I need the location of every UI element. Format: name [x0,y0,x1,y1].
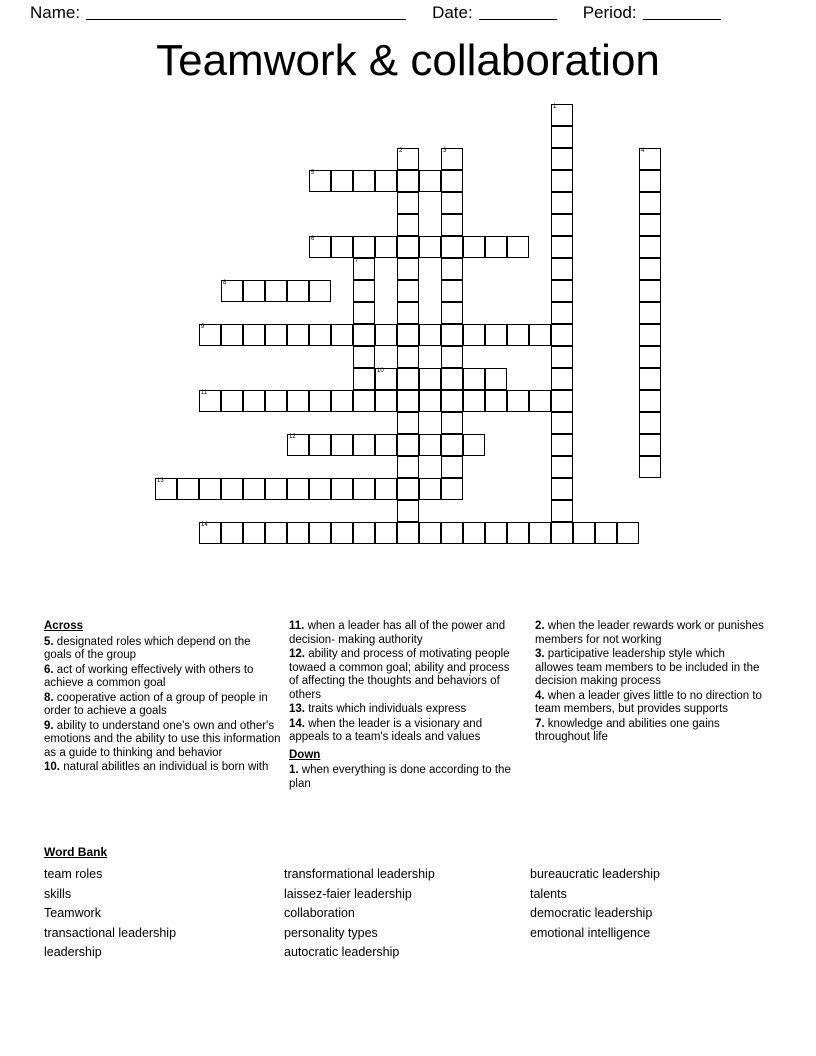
crossword-cell[interactable] [551,368,573,390]
crossword-cell[interactable] [375,434,397,456]
crossword-cell[interactable] [573,522,595,544]
crossword-cell[interactable] [529,324,551,346]
crossword-cell[interactable] [375,390,397,412]
crossword-cell[interactable] [331,434,353,456]
crossword-cell[interactable] [287,324,309,346]
crossword-cell[interactable] [353,236,375,258]
period-blank[interactable] [643,6,721,20]
crossword-cell-start-10[interactable] [375,368,397,390]
clues-column-2 [289,620,529,792]
clue-across-8 [44,692,281,719]
crossword-cell[interactable] [397,214,419,236]
crossword-cell[interactable] [441,346,463,368]
name-blank[interactable] [86,6,406,20]
word-bank-item: autocratic leadership [284,945,400,959]
crossword-cell[interactable] [551,500,573,522]
crossword-cell[interactable] [397,412,419,434]
clue-number: 8. [44,691,54,704]
crossword-cell[interactable] [639,258,661,280]
crossword-cell[interactable] [639,192,661,214]
clue-number: 9. [44,719,54,732]
clue-number: 12. [289,648,305,660]
word-bank-item: transformational leadership [284,867,435,881]
crossword-cell[interactable] [551,192,573,214]
crossword-cell[interactable] [353,522,375,544]
crossword-cell[interactable] [551,214,573,236]
crossword-cell[interactable] [639,456,661,478]
clue-text: participative leadership style which allowes team members to be included in the decision making process [535,648,760,687]
clues-column-1 [44,620,289,792]
crossword-cell[interactable] [265,522,287,544]
crossword-cell-start-7[interactable] [353,258,375,280]
crossword-cell[interactable] [287,522,309,544]
clue-number: 10. [44,761,60,773]
clue-number: 1. [289,764,299,776]
clue-across-5 [44,636,281,663]
crossword-cell[interactable] [639,390,661,412]
crossword-cell[interactable] [309,478,331,500]
crossword-cell[interactable] [397,434,419,456]
crossword-cell[interactable] [309,390,331,412]
crossword-cell[interactable] [551,346,573,368]
crossword-cell[interactable] [551,324,573,346]
crossword-cell[interactable] [639,170,661,192]
period-label: Period: [582,3,637,22]
crossword-cell[interactable] [551,148,573,170]
clue-text: ability and process of motivating people towaed a common goal; ability and process of affecting the thoughts and behaviors of others [289,648,510,701]
crossword-cell[interactable] [529,522,551,544]
crossword-cell[interactable] [639,434,661,456]
clue-number: 3. [535,648,545,660]
clue-text: knowledge and abilities one gains throughout life [535,717,720,743]
word-bank-item: laissez-faier leadership [284,886,412,901]
clue-across-12 [289,648,521,702]
crossword-cell[interactable] [419,368,441,390]
crossword-cell[interactable] [309,434,331,456]
crossword-cell-number: 1 [553,104,557,110]
crossword-cell[interactable] [551,126,573,148]
crossword-cell[interactable] [551,412,573,434]
crossword-cell[interactable] [485,368,507,390]
crossword-cell[interactable] [639,280,661,302]
crossword-cell[interactable] [177,478,199,500]
crossword-cell[interactable] [221,522,243,544]
crossword-cell[interactable] [331,522,353,544]
crossword-cell[interactable] [243,478,265,500]
crossword-cell[interactable] [441,522,463,544]
crossword-cell[interactable] [639,214,661,236]
crossword-cell[interactable] [397,522,419,544]
clue-text: traits which individuals express [308,703,467,715]
crossword-cell[interactable] [485,236,507,258]
crossword-cell[interactable] [551,390,573,412]
name-label: Name: [30,3,81,22]
crossword-cell[interactable] [331,236,353,258]
crossword-cell[interactable] [397,324,419,346]
crossword-grid[interactable] [155,104,661,544]
crossword-cell-start-2[interactable] [397,148,419,170]
clue-number: 7. [535,717,545,730]
crossword-cell[interactable] [221,390,243,412]
clue-text: act of working effectively with others to achieve a common goal [44,663,254,689]
crossword-cell[interactable] [397,500,419,522]
crossword-cell-number: 10 [377,368,384,374]
crossword-cell[interactable] [419,478,441,500]
crossword-cell[interactable] [331,324,353,346]
crossword-cell[interactable] [441,258,463,280]
crossword-cell[interactable] [419,324,441,346]
crossword-cell-number: 12 [289,434,296,440]
crossword-grid-container [0,104,816,574]
crossword-cell-number: 9 [201,324,205,330]
clue-text: natural abilitles an individual is born with [63,761,269,773]
word-bank-item: skills [44,886,72,901]
crossword-cell-number: 14 [201,522,208,528]
word-bank-item: personality types [284,925,378,940]
word-bank-item: bureaucratic leadership [530,867,660,881]
crossword-cell[interactable] [331,390,353,412]
crossword-cell[interactable] [287,390,309,412]
word-bank-item: democratic leadership [530,906,653,920]
crossword-cell-start-5[interactable] [309,170,331,192]
crossword-cell[interactable] [441,302,463,324]
crossword-cell[interactable] [441,236,463,258]
crossword-cell[interactable] [507,390,529,412]
clue-text: cooperative action of a group of people in order to achieve a goals [44,691,268,717]
clue-number: 11. [289,620,305,632]
crossword-cell[interactable] [463,434,485,456]
word-bank-item: collaboration [284,906,355,920]
crossword-cell[interactable] [309,280,331,302]
crossword-cell[interactable] [375,236,397,258]
page-title: Teamwork & collaboration [156,36,660,85]
crossword-cell[interactable] [265,390,287,412]
word-bank-item: transactional leadership [44,925,177,940]
crossword-cell[interactable] [221,324,243,346]
word-bank-item: leadership [44,945,102,959]
crossword-cell-number: 13 [157,478,164,484]
crossword-cell[interactable] [441,192,463,214]
crossword-cell[interactable] [331,478,353,500]
clue-text: when everything is done according to the plan [289,764,511,790]
crossword-cell-number: 5 [311,170,315,176]
crossword-cell[interactable] [441,478,463,500]
crossword-cell[interactable] [397,236,419,258]
crossword-cell[interactable] [287,280,309,302]
crossword-cell[interactable] [441,368,463,390]
crossword-cell[interactable] [419,170,441,192]
crossword-cell[interactable] [463,324,485,346]
crossword-cell[interactable] [309,522,331,544]
crossword-cell-start-3[interactable] [441,148,463,170]
down-heading: Down [289,748,321,761]
crossword-cell[interactable] [397,280,419,302]
word-bank-item: Teamwork [44,906,101,920]
crossword-cell[interactable] [419,434,441,456]
crossword-cell[interactable] [397,170,419,192]
crossword-cell[interactable] [551,522,573,544]
crossword-cell[interactable] [243,522,265,544]
crossword-cell[interactable] [397,368,419,390]
crossword-cell[interactable] [353,324,375,346]
crossword-cell[interactable] [463,368,485,390]
crossword-cell[interactable] [287,478,309,500]
crossword-cell[interactable] [551,280,573,302]
crossword-cell[interactable] [639,236,661,258]
crossword-cell[interactable] [485,324,507,346]
crossword-cell[interactable] [639,302,661,324]
crossword-cell[interactable] [221,478,243,500]
word-bank-heading: Word Bank [44,845,108,859]
clue-text: when the leader is a visionary and appeals to a team's ideals and values [289,717,483,743]
clues-section [44,620,780,792]
crossword-cell[interactable] [265,478,287,500]
clue-number: 6. [44,663,54,676]
crossword-cell[interactable] [353,346,375,368]
crossword-cell[interactable] [529,390,551,412]
crossword-cell[interactable] [375,324,397,346]
date-blank[interactable] [479,6,557,20]
clue-across-13 [289,703,521,717]
clue-down-1 [289,764,521,791]
crossword-cell[interactable] [243,280,265,302]
clue-text: ability to understand one's own and other's emotions and the ability to use this information as a guide to thinking and behavior [44,719,281,759]
crossword-cell[interactable] [353,280,375,302]
crossword-cell[interactable] [551,478,573,500]
crossword-cell[interactable] [507,236,529,258]
clue-text: designated roles which depend on the goals of the group [44,635,251,661]
crossword-cell[interactable] [441,170,463,192]
crossword-cell[interactable] [331,170,353,192]
crossword-cell[interactable] [441,280,463,302]
crossword-cell[interactable] [243,324,265,346]
clue-number: 13. [289,703,305,715]
crossword-cell[interactable] [595,522,617,544]
crossword-cell-start-11[interactable] [199,390,221,412]
crossword-cell[interactable] [551,456,573,478]
crossword-cell[interactable] [375,170,397,192]
clue-number: 4. [535,689,545,702]
word-bank-item: talents [530,886,567,901]
crossword-cell[interactable] [419,236,441,258]
crossword-cell[interactable] [353,170,375,192]
crossword-cell[interactable] [375,522,397,544]
clues-column-3 [529,620,774,792]
crossword-cell[interactable] [639,324,661,346]
crossword-cell-start-9[interactable] [199,324,221,346]
crossword-cell[interactable] [397,390,419,412]
crossword-cell[interactable] [485,390,507,412]
crossword-cell[interactable] [441,324,463,346]
crossword-cell[interactable] [441,434,463,456]
word-bank-item: emotional intelligence [530,925,651,940]
clue-number: 2. [535,620,545,632]
crossword-cell[interactable] [243,390,265,412]
crossword-cell[interactable] [309,324,331,346]
clue-across-14 [289,718,521,745]
crossword-cell[interactable] [463,390,485,412]
crossword-cell[interactable] [441,390,463,412]
crossword-cell-number: 7 [355,258,359,264]
crossword-cell-number: 11 [201,390,208,396]
clue-down-3 [535,648,766,689]
clue-across-10 [44,761,281,775]
crossword-cell-start-12[interactable] [287,434,309,456]
word-bank-column-3 [524,865,770,963]
crossword-cell[interactable] [485,522,507,544]
crossword-cell-number: 8 [223,280,227,286]
crossword-cell[interactable] [441,456,463,478]
crossword-cell[interactable] [419,522,441,544]
crossword-cell-start-8[interactable] [221,280,243,302]
crossword-cell-number: 4 [641,148,645,154]
clue-text: when the leader rewards work or punishes members for not working [535,620,764,646]
crossword-cell-number: 2 [399,148,403,154]
crossword-cell[interactable] [551,170,573,192]
crossword-cell[interactable] [507,522,529,544]
crossword-cell-start-1[interactable] [551,104,573,126]
clue-down-4 [535,690,766,717]
crossword-cell[interactable] [441,214,463,236]
crossword-cell[interactable] [551,236,573,258]
across-heading: Across [44,620,83,632]
clue-down-2 [535,620,766,647]
date-label: Date: [432,3,473,22]
crossword-cell-number: 6 [311,236,315,242]
crossword-cell[interactable] [639,412,661,434]
word-bank-column-1 [44,865,284,963]
crossword-cell[interactable] [199,478,221,500]
crossword-cell[interactable] [617,522,639,544]
crossword-cell[interactable] [397,258,419,280]
student-info-row [30,0,786,26]
crossword-cell[interactable] [265,324,287,346]
crossword-cell[interactable] [639,346,661,368]
crossword-cell-start-6[interactable] [309,236,331,258]
crossword-cell-start-4[interactable] [639,148,661,170]
clue-number: 5. [44,635,54,648]
crossword-cell[interactable] [551,434,573,456]
crossword-cell[interactable] [397,346,419,368]
crossword-cell[interactable] [463,236,485,258]
clue-number: 14. [289,717,305,730]
clue-text: when a leader gives little to no direction to team members, but provides supports [535,689,762,715]
crossword-cell-number: 3 [443,148,447,154]
crossword-cell[interactable] [397,478,419,500]
crossword-cell[interactable] [397,192,419,214]
word-bank-section [44,845,780,963]
clue-across-11 [289,620,521,647]
clue-text: when a leader has all of the power and decision- making authority [289,620,506,646]
crossword-cell[interactable] [441,412,463,434]
crossword-cell[interactable] [397,302,419,324]
crossword-cell[interactable] [353,302,375,324]
crossword-cell[interactable] [507,324,529,346]
clue-down-7 [535,718,766,745]
crossword-cell[interactable] [397,456,419,478]
crossword-cell[interactable] [551,302,573,324]
crossword-cell[interactable] [353,368,375,390]
crossword-cell[interactable] [375,478,397,500]
crossword-cell[interactable] [419,390,441,412]
clue-across-9 [44,720,281,761]
word-bank-item: team roles [44,867,103,881]
crossword-cell[interactable] [353,478,375,500]
crossword-cell[interactable] [353,434,375,456]
clue-across-6 [44,664,281,691]
crossword-cell[interactable] [265,280,287,302]
crossword-cell-start-14[interactable] [199,522,221,544]
crossword-cell[interactable] [551,258,573,280]
crossword-cell[interactable] [639,368,661,390]
crossword-cell[interactable] [463,522,485,544]
crossword-cell[interactable] [353,390,375,412]
word-bank-column-2 [284,865,524,963]
crossword-cell-start-13[interactable] [155,478,177,500]
